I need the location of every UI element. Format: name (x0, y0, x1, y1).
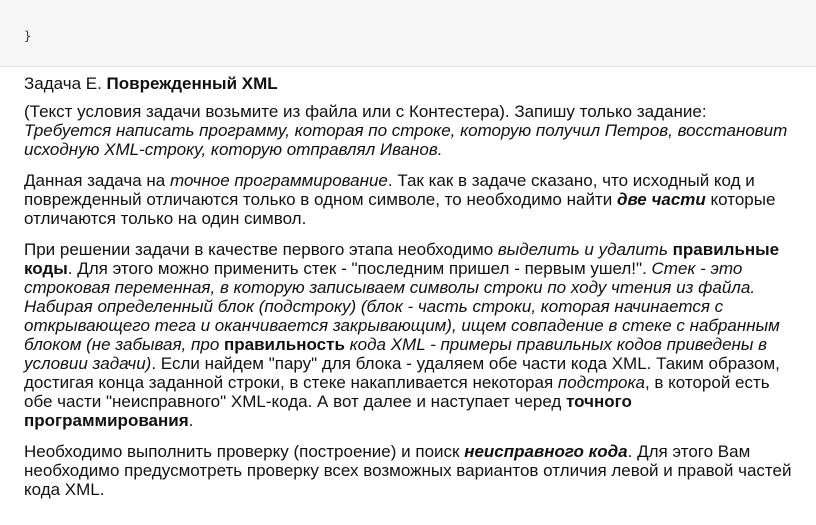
paragraph-task-statement (24, 102, 796, 159)
paragraph-check (24, 442, 796, 499)
p3-bold-3: точного программирования (24, 392, 632, 430)
p3-text-6: . (188, 411, 194, 430)
p2-bold-italic-1 (617, 190, 706, 209)
p3-italic-2: Стек - это строковая переменная, в которую записываем символы строки по ходу чтения из файла. Набирая определенный блок (подстроку) (блок - часть строки, которая начинается с открывающего тега и оканчивается закрывающим), ищем совпадение в стеке с набранным блоком (не забывая, про (24, 259, 780, 354)
p3-italic-1: выделить и удалить (497, 240, 668, 259)
p3-bold-2: правильность (224, 335, 345, 354)
p3-text-4: . Если найдем "пару" для блока - удаляем обе части кода XML. Таким образом, достигая конца заданной строки, в стеке накапливается некоторая (24, 354, 780, 392)
code-closing-brace: } (24, 29, 32, 43)
p3-bold-1: правильные коды (24, 240, 780, 278)
p4-text-2: . Для этого Вам необходимо предусмотреть проверку всех возможных вариантов отличия левой и правой частей кода XML. (24, 442, 792, 499)
p2-text-3: которые отличаются только на один символ. (24, 190, 776, 228)
p4-text-1: Необходимо выполнить проверку (построение) и поиск (24, 442, 465, 461)
paragraph-stack-method (24, 240, 796, 430)
task-heading-prefix: Задача Е. (24, 74, 107, 93)
p2-italic-1: точное программирование (169, 171, 388, 190)
p4-bold-italic-1-text: неисправного кода (464, 442, 628, 461)
task-heading (24, 74, 796, 93)
p3-italic-4: подстрока (557, 373, 645, 392)
p2-bold-italic-1-text: две части (616, 190, 706, 209)
article-content (24, 74, 796, 511)
p3-italic-3: кода XML - примеры правильных кодов приведены в условии задачи) (24, 335, 767, 373)
paragraph-approach (24, 171, 796, 228)
p3-text-5: , в которой есть обе части "неисправного" XML-кода. А вот далее и наступает черед (24, 373, 770, 411)
p1-text-1: (Текст условия задачи возьмите из файла или с Контестера). Запишу только задание: (24, 102, 707, 121)
p3-text-3: . Для этого можно применить стек - "последним пришел - первым ушел!". (67, 259, 652, 278)
p3-text-1: При решении задачи в качестве первого этапа необходимо (24, 240, 498, 259)
task-heading-title: Поврежденный XML (106, 74, 278, 93)
p1-italic-1: Требуется написать программу, которая по строке, которую получил Петров, восстановит исходную XML-строку, которую отправлял Иванов. (24, 121, 788, 159)
p2-text-2: . Так как в задаче сказано, что исходный код и поврежденный отличаются только в одном символе, то необходимо найти (24, 171, 755, 209)
p2-text-1: Данная задача на (24, 171, 170, 190)
code-block (0, 0, 816, 67)
p4-bold-italic-1 (464, 442, 627, 461)
